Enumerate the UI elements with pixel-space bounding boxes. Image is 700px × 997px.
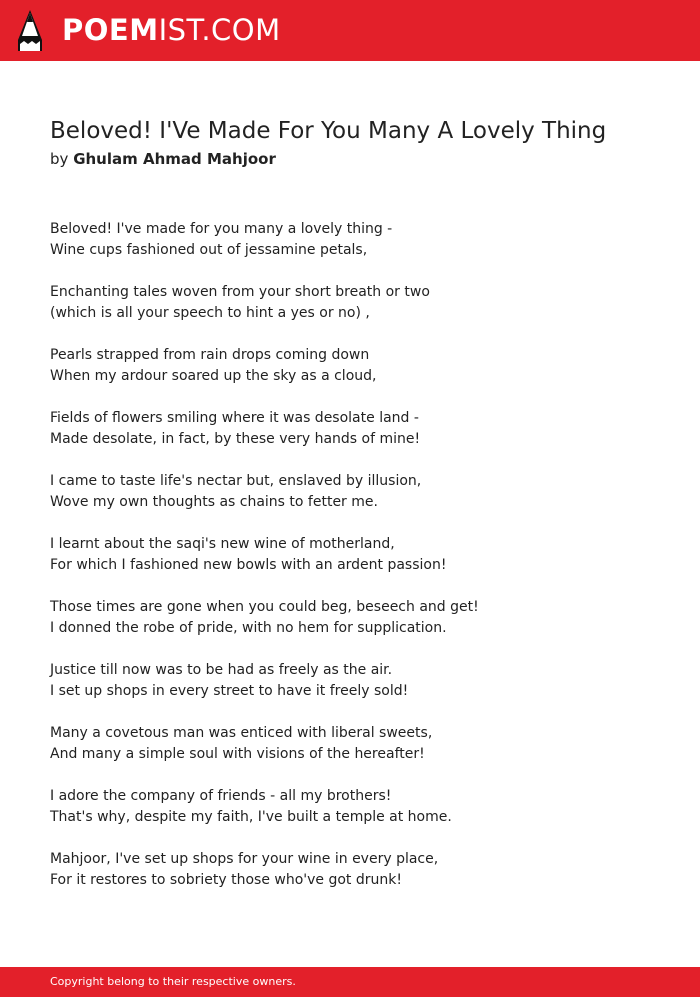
poem-line: Wove my own thoughts as chains to fetter me. (50, 494, 378, 510)
poem-line: Wine cups fashioned out of jessamine petals, (50, 242, 368, 258)
poem-line: Those times are gone when you could beg, beseech and get! (50, 599, 479, 615)
stanza (50, 408, 660, 450)
copyright-text: Copyright belong to their respective owners. (50, 975, 296, 988)
poem-line: For which I fashioned new bowls with an ardent passion! (50, 557, 447, 573)
pencil-tip-icon[interactable] (18, 10, 42, 51)
poem-line: When my ardour soared up the sky as a cloud, (50, 368, 377, 384)
poem-line: Many a covetous man was enticed with liberal sweets, (50, 725, 433, 741)
poem-line: Pearls strapped from rain drops coming down (50, 347, 370, 363)
stanza (50, 282, 660, 324)
poem-body (50, 219, 660, 912)
poem-line: And many a simple soul with visions of the hereafter! (50, 746, 425, 762)
poem-line: That's why, despite my faith, I've built a temple at home. (50, 809, 452, 825)
stanza (50, 345, 660, 387)
poem-line: For it restores to sobriety those who've got drunk! (50, 872, 402, 888)
stanza (50, 534, 660, 576)
poem-line: Made desolate, in fact, by these very hands of mine! (50, 431, 421, 447)
by-label: by (50, 150, 69, 168)
stanza (50, 660, 660, 702)
header-bar (0, 0, 700, 61)
poem-line: Fields of flowers smiling where it was desolate land - (50, 410, 419, 426)
poem-title: Beloved! I'Ve Made For You Many A Lovely Thing (50, 118, 607, 144)
poem-line: Enchanting tales woven from your short breath or two (50, 284, 430, 300)
author-name: Ghulam Ahmad Mahjoor (73, 150, 276, 168)
poem-line: I donned the robe of pride, with no hem for supplication. (50, 620, 447, 636)
byline (50, 148, 276, 170)
poem-line: I adore the company of friends - all my brothers! (50, 788, 392, 804)
stanza (50, 786, 660, 828)
brand-logo[interactable] (62, 12, 281, 48)
brand-light: IST.COM (158, 13, 281, 47)
stanza (50, 471, 660, 513)
poem-line: Justice till now was to be had as freely as the air. (50, 662, 393, 678)
poem-line: (which is all your speech to hint a yes or no) , (50, 305, 370, 321)
poem-line: I set up shops in every street to have it freely sold! (50, 683, 409, 699)
poem-line: I came to taste life's nectar but, enslaved by illusion, (50, 473, 422, 489)
poem-line: Mahjoor, I've set up shops for your wine in every place, (50, 851, 439, 867)
poem-line: Beloved! I've made for you many a lovely thing - (50, 221, 393, 237)
poem-line: I learnt about the saqi's new wine of motherland, (50, 536, 395, 552)
stanza (50, 723, 660, 765)
stanza (50, 849, 660, 891)
footer-bar (0, 967, 700, 997)
stanza (50, 219, 660, 261)
brand-bold: POEM (62, 13, 159, 47)
stanza (50, 597, 660, 639)
